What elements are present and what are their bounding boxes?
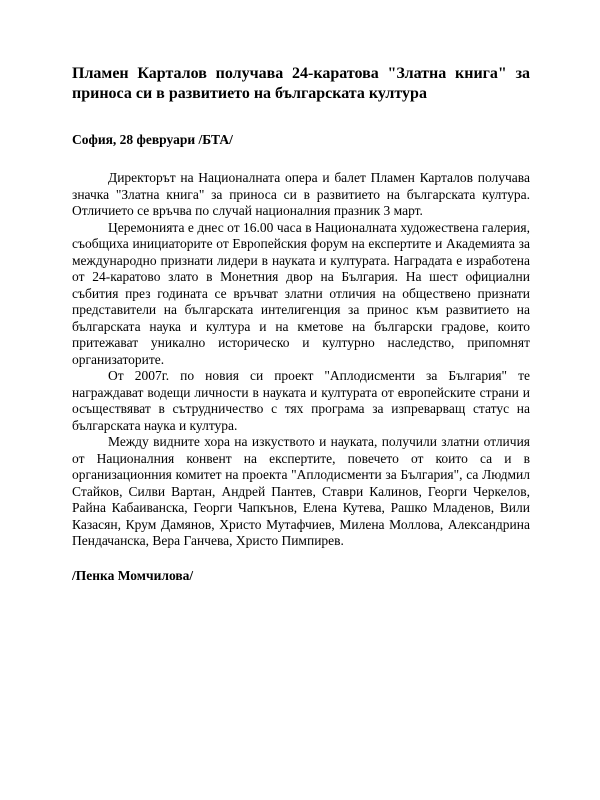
article-body [72, 170, 530, 550]
article-paragraph: Церемонията е днес от 16.00 часа в Националната художествена галерия, съобщиха инициаторите от Европейския форум на експертите и Академията за международно признати лидери в науката и културата. Наградата е изработена от 24-каратово злато в Монетния двор на България. На шест официални събития през годината се връчват златни отличия на обществено признати представители на българската интелигенция за принос към развитието на българската наука и култура и на кметове на български градове, които притежават уникално историческо и културно наследство, припомнят организаторите. [72, 219, 530, 367]
article-author: /Пенка Момчилова/ [72, 567, 194, 583]
document-page [72, 64, 530, 584]
article-title: Пламен Карталов получава 24-каратова "Златна книга" за приноса си в развитието на българската култура [72, 65, 530, 102]
article-paragraph: Между видните хора на изкуството и науката, получили златни отличия от Националния конвент на експертите, повечето от които са и в организационния комитет на проекта "Аплодисменти за България", са Людмил Стайков, Силви Вартан, Андрей Пантев, Ставри Калинов, Георги Черкелов, Райна Кабаиванска, Георги Чапкънов, Елена Кутева, Рашко Младенов, Вили Казасян, Крум Дамянов, Христо Мутафчиев, Милена Моллова, Александрина Пендачанска, Вера Ганчева, Христо Пимпирев. [72, 434, 530, 548]
article-dateline: София, 28 февруари /БТА/ [72, 132, 233, 147]
article-paragraph: Директорът на Националната опера и балет Пламен Карталов получава значка "Златна книга" за приноса си в развитието на българската култура. Отличието се връчва по случай националния празник 3 март. [72, 170, 530, 218]
article-paragraph: От 2007г. по новия си проект "Аплодисменти за България" те награждават водещи личности в науката и културата от европейските страни и осъществяват в сътрудничество с тях програма за изпреварващ статус на българската наука и култура. [72, 368, 530, 433]
